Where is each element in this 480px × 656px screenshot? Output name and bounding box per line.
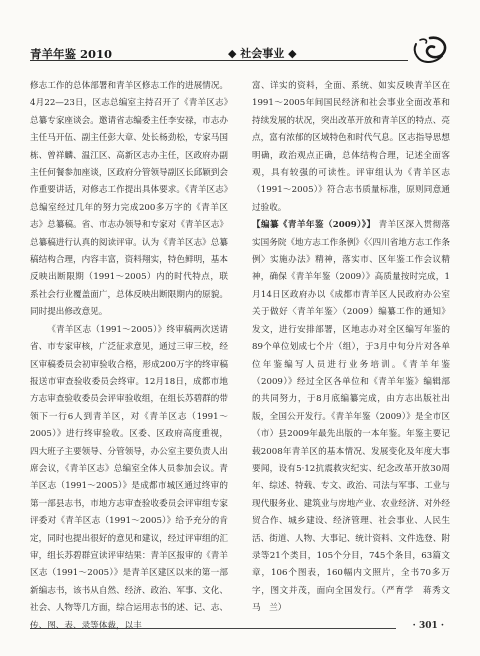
paragraph: 《青羊区志（1991～2005）》终审稿两次送请省、市专家审核，广泛征求意见，通过三审三校，经区审稿委员会初审验收合格，形成200万字的终审稿报送市审查验收委员会终审。12月18日，成都市地方志审查验收委员会评审验收组，在组长苏碧群的带领下一行6人到青羊区，对《青羊区志（1991～2005）》进行终审验收。区委、区政府高度重视，四大班子主要领导、分管领导，办公室主要负责人出席会议，《青羊区志》总编室全体人员参加会议。青羊区志（1991～2005）》是成都市城区通过终审的第一部县志书，市地方志审查验收委员会评审组专家评委对《青羊区志（1991～2005）》给予充分的肯定，同时也提出很好的意见和建议，经过评审组的汇审，组长苏碧群宣读评审结果：青羊区报审的《青羊区志（1991～2005）》是青羊区建区以来的第一部新编志书，该书从自然、经济、政治、军事、文化、社会、人物等几方面，综合运用志书的述、记、志、传、图、表、录等体裁，以丰	[30, 324, 228, 631]
header-rule	[30, 60, 408, 61]
paragraph: 修志工作的总体部署和青羊区修志工作的进展情况。4月22—23日，区志总编室主持召开了《青羊区志》总纂专家座谈会。邀请省志编委主任李安禄，市志办主任马开伍、副主任彭大章、处长杨劲松，专家马国栋、曾祥麟、温江区、高新区志办主任，区政府办副主任何餐参加座谈，区政府分管领导副区长邱颖到会作重要讲话，对修志工作提出具体要求。《青羊区志》总编室经过几年的努力完成200多万字的《青羊区志》总纂稿。省、市志办领导和专家对《青羊区志》总纂稿进行认真的阅读评审。认为《青羊区志》总纂稿结构合理，内容丰富，资料翔实，特色鲜明，基本反映出断限期（1991～2005）内的时代特点，联系社会行业覆盖面广，总体反映出断限期内的原貌。同时提出修改意见。	[30, 81, 228, 318]
page-header	[30, 42, 450, 66]
footer-rule	[30, 628, 396, 629]
right-column	[252, 78, 459, 618]
section-heading: 【编纂《青羊年鉴（2009）》】	[252, 220, 376, 231]
paragraph: 富、详实的资料，全面、系统、如实反映青羊区在1991～2005年间国民经济和社会事业全面改革和持续发展的状况，突出改革开放和青羊区的特点、亮点，富有浓郁的区域特色和时代气息。区志指导思想明确，政治观点正确，总体结构合理，记述全面客观，具有较强的可读性。评审组认为《青羊区志（1991～2005）》符合志书质量标准，原则同意通过验收。	[252, 81, 450, 213]
swirl-logo-icon	[410, 34, 450, 66]
section-body: 青羊区深入贯彻落实国务院《地方志工作条例》《〈四川省地方志工作条例〉实施办法》精神，落实市、区年鉴工作会议精神，确保《青羊年鉴（2009）》高质量按时完成，1月14日区政府办以《成都市青羊区人民政府办公室关于做好〈青羊年鉴〉（2009）编纂工作的通知》发文，进行安排部署，区地志办对全区编写年鉴的89个单位划成七个片（组），于3月中旬分片对各单位年鉴编写人员进行业务培训。《青羊年鉴（2009）》经过全区各单位和《青羊年鉴》编辑部的共同努力，于8月底编纂完成，由方志出版社出版，全国公开发行。《青羊年鉴（2009）》是全市区（市）县2009年最先出版的一本年鉴。年鉴主要记载2008年青羊区的基本情况、发展变化及年度大事要闻，设有5·12抗震救灾纪实、纪念改革开放30周年、综述、特载、专文、政治、司法与军事、工业与现代服务业、建筑业与房地产业、农业经济、对外经贸合作、城乡建设、经济管理、社会事业、人民生活、街道、人物、大事记、统计资料、文件选登、附录等21个类目，105个分目，745个条目，63篇文章，106个图表，160幅内文照片，全书70多万字，图文并茂，面向全国发行。（严育学 蒋秀文 马 兰）	[252, 220, 459, 614]
paragraph	[252, 217, 459, 617]
section-title: ◆ 社会事业 ◆	[228, 47, 297, 60]
page-number: · 301 ·	[412, 621, 444, 631]
book-title: 青羊年鉴 2010	[30, 47, 113, 61]
page-footer	[30, 622, 450, 636]
left-column	[30, 78, 228, 635]
